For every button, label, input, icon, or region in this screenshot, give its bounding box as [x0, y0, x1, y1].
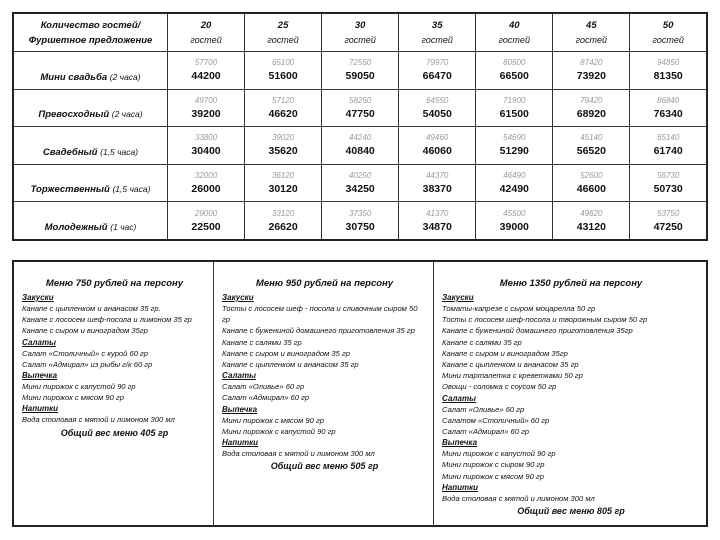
menu-column [14, 262, 214, 525]
menu-item: Мини тарталетка с креветками 50 гр [442, 371, 583, 381]
price-cell [476, 164, 553, 202]
new-price: 61740 [653, 145, 683, 158]
guest-word: гостей [421, 34, 453, 45]
menu-item: Тосты с лососем шеф - посола и сливочным сыром 50 гр [222, 304, 418, 325]
old-price: 45140 [580, 133, 603, 143]
menu-item: Вода столовая с мятой и лимоном 300 мл [442, 493, 595, 503]
old-price: 40250 [349, 170, 372, 180]
old-price: 45500 [503, 208, 526, 218]
menu-section-heading: Выпечка [22, 371, 58, 381]
package-name-cell [13, 52, 168, 90]
guest-word: гостей [652, 34, 684, 45]
corner-header [13, 13, 168, 52]
menu-item: Мини пирожок с капустой 90 гр [442, 449, 556, 459]
menu-section-heading: Закуски [442, 293, 474, 302]
menu-item: Томаты-капрезе с сыром моцарелла 50 гр [442, 304, 596, 313]
guest-count: 35 [431, 19, 443, 31]
menu-title: Меню 750 рублей на персону [45, 278, 184, 289]
package-name: Превосходный [38, 109, 110, 121]
guests-header [553, 13, 630, 52]
guest-count: 40 [508, 19, 520, 31]
price-cell [245, 202, 322, 240]
old-price: 49700 [194, 95, 218, 105]
package-duration: (1 час) [110, 222, 137, 233]
price-cell [476, 202, 553, 240]
new-price: 51290 [499, 145, 529, 158]
menu-item: Салат «Столичный» с курой 60 гр [22, 348, 149, 358]
price-cell [476, 89, 553, 127]
new-price: 43120 [576, 220, 606, 233]
menu-section-heading: Закуски [222, 293, 254, 302]
guests-header [630, 13, 707, 52]
price-cell [168, 127, 245, 165]
old-price: 87420 [580, 58, 603, 68]
menu-title: Меню 950 рублей на персону [255, 278, 394, 289]
old-price: 58250 [349, 95, 372, 105]
price-table [12, 12, 708, 241]
price-cell [399, 52, 476, 90]
header-row [13, 13, 707, 52]
menu-item: Канапе с салями 35 гр [222, 337, 302, 347]
menu-section-heading: Салаты [442, 393, 476, 403]
price-cell [399, 164, 476, 202]
package-duration: (1,5 часа) [100, 146, 139, 157]
guest-count: 20 [200, 19, 212, 31]
package-name: Свадебный [42, 146, 98, 158]
guest-word: гостей [575, 34, 608, 45]
old-price: 49620 [580, 208, 603, 218]
menu-item: Салат «Адмирал» 60 гр [442, 427, 530, 437]
menu-section-heading: Салаты [22, 337, 56, 347]
table-row [13, 164, 707, 202]
new-price: 39000 [499, 220, 529, 233]
old-price: 80500 [503, 58, 526, 68]
new-price: 40840 [345, 145, 375, 158]
new-price: 35620 [268, 145, 298, 158]
package-duration: (1,5 часа) [112, 184, 151, 195]
old-price: 46490 [503, 170, 526, 180]
package-duration: (2 часа) [111, 109, 143, 120]
price-cell [168, 164, 245, 202]
guests-header [399, 13, 476, 52]
menu-item: Канапе с лососем шеф-посола и лимоном 35 гр [22, 315, 192, 325]
price-cell [245, 164, 322, 202]
price-cell [476, 52, 553, 90]
guest-word: гостей [267, 34, 299, 45]
old-price: 65140 [657, 133, 680, 143]
menu-column [434, 262, 706, 525]
old-price: 57700 [194, 58, 218, 68]
price-cell [630, 202, 707, 240]
old-price: 29000 [194, 208, 218, 218]
menu-item: Овощи - соломка с соусом 50 гр [442, 382, 557, 392]
corner-line-2: Фуршетное предложение [28, 34, 153, 46]
package-name-cell [13, 127, 168, 165]
old-price: 32000 [194, 170, 218, 180]
menu-item: Вода столовая с мятой и лимоном 300 мл [222, 449, 375, 459]
old-price: 64550 [426, 95, 449, 105]
guest-word: гостей [190, 34, 222, 45]
table-row [13, 52, 707, 90]
new-price: 66500 [499, 70, 529, 83]
new-price: 26620 [268, 220, 298, 233]
price-cell [322, 89, 399, 127]
old-price: 79970 [426, 58, 449, 68]
menu-item: Канапе с цыпленком и ананасом 35 гр. [22, 304, 161, 313]
new-price: 54050 [422, 107, 452, 120]
price-cell [322, 202, 399, 240]
price-cell [245, 89, 322, 127]
old-price: 86840 [657, 95, 680, 105]
price-cell [476, 127, 553, 165]
price-cell [553, 89, 630, 127]
new-price: 59050 [345, 70, 375, 83]
new-price: 39200 [191, 107, 221, 120]
menu-item: Канапе с бужениной домашнего приготовления 35 гр [222, 326, 415, 336]
menu-item: Канапе с салями 35 гр [442, 337, 522, 347]
menu-section-heading: Напитки [442, 482, 479, 492]
new-price: 73920 [576, 70, 606, 83]
old-price: 44240 [349, 133, 372, 143]
old-price: 49460 [426, 133, 449, 143]
menu-section-heading: Напитки [222, 438, 259, 448]
new-price: 26000 [191, 182, 221, 195]
package-name-cell [13, 164, 168, 202]
menu-column [214, 262, 434, 525]
new-price: 47250 [653, 220, 683, 233]
menu-section-heading: Напитки [22, 404, 59, 414]
table-row [13, 89, 707, 127]
menu-total-weight: Общий вес меню 805 гр [517, 506, 625, 517]
menu-section-heading: Закуски [22, 293, 54, 302]
old-price: 33120 [271, 208, 295, 218]
new-price: 46600 [576, 182, 606, 195]
menu-item: Салат «Оливье» 60 гр [222, 382, 305, 392]
new-price: 68920 [576, 107, 606, 120]
old-price: 52600 [580, 170, 603, 180]
old-price: 37350 [349, 208, 372, 218]
guests-header [476, 13, 553, 52]
menu-item: Мини пирожок с мясом 90 гр [222, 415, 324, 425]
guests-header [168, 13, 245, 52]
price-cell [322, 164, 399, 202]
guests-header [245, 13, 322, 52]
menu-item: Салат «Адмирал» 60 гр [222, 393, 310, 403]
price-cell [322, 52, 399, 90]
new-price: 38370 [422, 182, 452, 195]
price-cell [399, 127, 476, 165]
package-name-cell [13, 89, 168, 127]
new-price: 76340 [653, 107, 683, 120]
old-price: 56730 [657, 170, 680, 180]
old-price: 44370 [426, 170, 449, 180]
new-price: 51600 [268, 70, 298, 83]
guest-count: 50 [662, 19, 674, 31]
menu-item: Мини пирожок с сыром 90 гр [442, 460, 545, 470]
package-duration: (2 часа) [109, 71, 141, 82]
package-name: Торжественный [30, 184, 110, 196]
menus-panel [12, 260, 708, 527]
menu-item: Мини пирожок с мясом 90 гр [442, 471, 544, 481]
old-price: 79420 [580, 95, 603, 105]
old-price: 33800 [194, 133, 218, 143]
menu-item: Канапе с сыром и виноградом 35гр [442, 348, 568, 358]
price-cell [630, 89, 707, 127]
price-cell [399, 202, 476, 240]
corner-line-1: Количество гостей/ [40, 19, 141, 31]
menu-item: Вода столовая с мятой и лимоном 300 мл [22, 415, 175, 425]
new-price: 42490 [499, 182, 529, 195]
old-price: 53750 [657, 208, 680, 218]
guest-count: 30 [354, 19, 366, 31]
old-price: 54690 [503, 133, 526, 143]
old-price: 94850 [657, 58, 680, 68]
new-price: 44200 [191, 70, 221, 83]
package-name-cell [13, 202, 168, 240]
old-price: 71900 [503, 95, 526, 105]
package-name: Мини свадьба [40, 71, 108, 83]
old-price: 39020 [271, 133, 295, 143]
price-cell [630, 52, 707, 90]
menu-section-heading: Салаты [222, 371, 256, 381]
guests-header [322, 13, 399, 52]
menu-item: Салат «Адмирал» из рыбы г/к 60 гр [22, 359, 153, 369]
table-row [13, 127, 707, 165]
old-price: 65100 [271, 58, 295, 68]
new-price: 30400 [191, 145, 221, 158]
new-price: 61500 [499, 107, 529, 120]
price-cell [168, 202, 245, 240]
menu-item: Канапе с сыром и виноградом 35гр [22, 326, 148, 336]
new-price: 30750 [345, 220, 375, 233]
price-cell [168, 52, 245, 90]
menu-item: Тосты с лососем шеф-посола и творожным сыром 50 гр [442, 315, 648, 325]
menu-item: Салат «Оливье» 60 гр [442, 404, 525, 414]
guest-count: 25 [277, 19, 289, 31]
old-price: 57120 [271, 95, 295, 105]
price-cell [168, 89, 245, 127]
price-cell [399, 89, 476, 127]
price-cell [553, 202, 630, 240]
menu-item: Салатом «Столичный» 60 гр [442, 415, 550, 425]
menu-section-heading: Выпечка [222, 404, 258, 414]
price-cell [630, 164, 707, 202]
guest-word: гостей [344, 34, 376, 45]
price-cell [630, 127, 707, 165]
new-price: 34250 [345, 182, 375, 195]
menu-item: Канапе с сыром и виноградом 35 гр [222, 348, 350, 358]
menu-item: Канапе с бужениной домашнего приготовления 35гр [442, 326, 633, 336]
new-price: 46060 [422, 145, 452, 158]
new-price: 47750 [345, 107, 375, 120]
new-price: 22500 [191, 220, 221, 233]
new-price: 66470 [422, 70, 452, 83]
menu-section-heading: Выпечка [442, 438, 478, 448]
menu-item: Мини пирожок с мясом 90 гр [22, 393, 124, 403]
package-name: Молодежный [44, 222, 108, 234]
menu-item: Канапе с цыпленком и ананасом 35 гр [442, 360, 579, 370]
old-price: 41370 [426, 208, 449, 218]
old-price: 36120 [271, 170, 295, 180]
new-price: 50730 [653, 182, 683, 195]
price-cell [245, 52, 322, 90]
table-row [13, 202, 707, 240]
new-price: 56520 [576, 145, 606, 158]
menu-total-weight: Общий вес меню 405 гр [60, 427, 169, 438]
price-cell [322, 127, 399, 165]
menu-item: Мини пирожок с капустой 90 гр [222, 426, 336, 436]
price-cell [245, 127, 322, 165]
price-cell [553, 127, 630, 165]
guest-word: гостей [498, 34, 530, 45]
guest-count: 45 [586, 19, 597, 31]
price-cell [553, 52, 630, 90]
menu-total-weight: Общий вес меню 505 гр [270, 461, 379, 472]
menu-item: Мини пирожок с капустой 90 гр [22, 382, 136, 392]
menu-title: Меню 1350 рублей на персону [499, 278, 643, 289]
menu-item: Канапе с цыпленком и ананасом 35 гр [222, 360, 359, 370]
new-price: 46620 [268, 107, 298, 120]
old-price: 72550 [349, 58, 372, 68]
new-price: 81350 [653, 70, 683, 83]
new-price: 30120 [268, 182, 298, 195]
new-price: 34870 [422, 220, 452, 233]
price-cell [553, 164, 630, 202]
